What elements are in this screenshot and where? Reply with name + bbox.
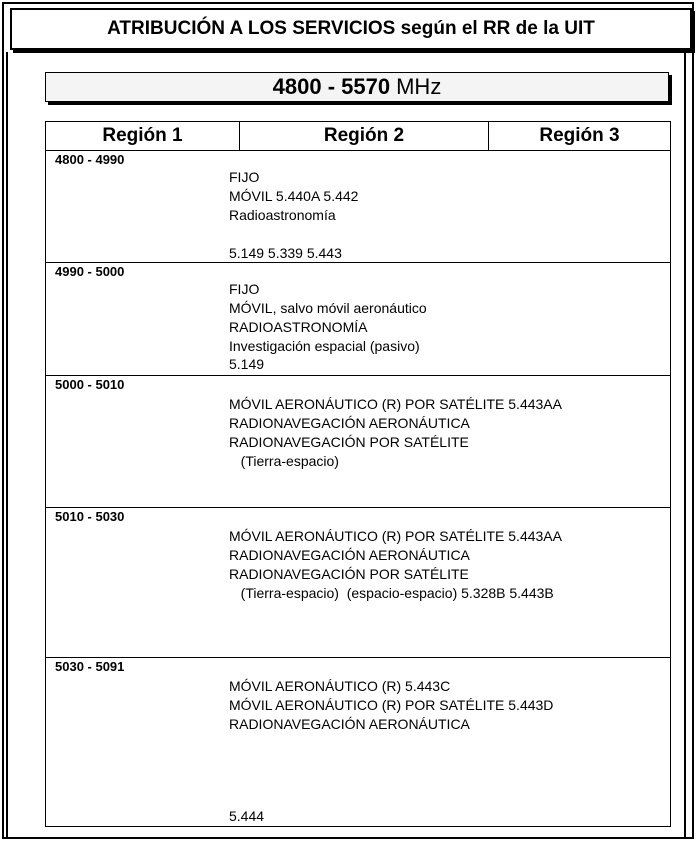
page-header — [10, 8, 692, 50]
service-line: RADIONAVEGACIÓN POR SATÉLITE — [229, 434, 469, 450]
frequency-range: 4800 - 4990 — [55, 152, 125, 167]
service-line: MÓVIL AERONÁUTICO (R) POR SATÉLITE 5.443AA — [229, 396, 562, 412]
allocation-cell — [46, 263, 671, 376]
service-line: MÓVIL AERONÁUTICO (R) 5.443C — [229, 678, 451, 694]
table-row — [46, 151, 671, 263]
service-line: MÓVIL AERONÁUTICO (R) POR SATÉLITE 5.443AA — [229, 528, 562, 544]
service-list — [229, 527, 562, 603]
table-row — [46, 376, 671, 508]
table-header-row — [46, 122, 671, 151]
column-header-region-1: Región 1 — [46, 122, 240, 151]
allocation-cell — [46, 658, 671, 827]
service-line: Investigación espacial (pasivo) — [229, 338, 420, 354]
footnote-refs: 5.444 — [229, 808, 265, 824]
service-line: (Tierra-espacio) (espacio-espacio) 5.328B 5.443B — [229, 585, 554, 601]
service-line: RADIONAVEGACIÓN POR SATÉLITE — [229, 566, 469, 582]
table-row — [46, 658, 671, 827]
allocation-table — [45, 121, 671, 827]
service-list — [229, 168, 358, 225]
service-list — [229, 395, 562, 471]
frequency-range: 5000 - 5010 — [55, 377, 125, 392]
service-line: RADIONAVEGACIÓN AERONÁUTICA — [229, 415, 470, 431]
service-line: Radioastronomía — [229, 207, 336, 223]
column-header-region-2: Región 2 — [240, 122, 489, 151]
service-line: FIJO — [229, 169, 260, 185]
page-title: ATRIBUCIÓN A LOS SERVICIOS según el RR de la UIT — [107, 18, 595, 39]
allocation-cell — [46, 151, 671, 263]
service-line: MÓVIL 5.440A 5.442 — [229, 188, 359, 204]
service-line: RADIOASTRONOMÍA — [229, 319, 368, 335]
service-line: FIJO — [229, 281, 260, 297]
frequency-range: 5010 - 5030 — [55, 509, 125, 524]
service-list — [229, 677, 553, 734]
table-row — [46, 263, 671, 376]
frequency-range: 5030 - 5091 — [55, 659, 125, 674]
footnote-refs: 5.149 — [229, 356, 265, 372]
column-header-region-3: Región 3 — [489, 122, 671, 151]
band-title — [45, 72, 669, 102]
service-list — [229, 280, 427, 356]
footnote-refs: 5.149 5.339 5.443 — [229, 245, 342, 261]
allocation-cell — [46, 376, 671, 508]
band-range: 4800 - 5570 — [272, 74, 391, 99]
service-line: MÓVIL AERONÁUTICO (R) POR SATÉLITE 5.443D — [229, 697, 554, 713]
service-line: RADIONAVEGACIÓN AERONÁUTICA — [229, 547, 470, 563]
service-line: MÓVIL, salvo móvil aeronáutico — [229, 300, 427, 316]
service-line: RADIONAVEGACIÓN AERONÁUTICA — [229, 716, 470, 732]
band-unit: MHz — [396, 74, 442, 99]
allocation-cell — [46, 508, 671, 658]
table-row — [46, 508, 671, 658]
service-line: (Tierra-espacio) — [229, 453, 339, 469]
frequency-range: 4990 - 5000 — [55, 264, 125, 279]
